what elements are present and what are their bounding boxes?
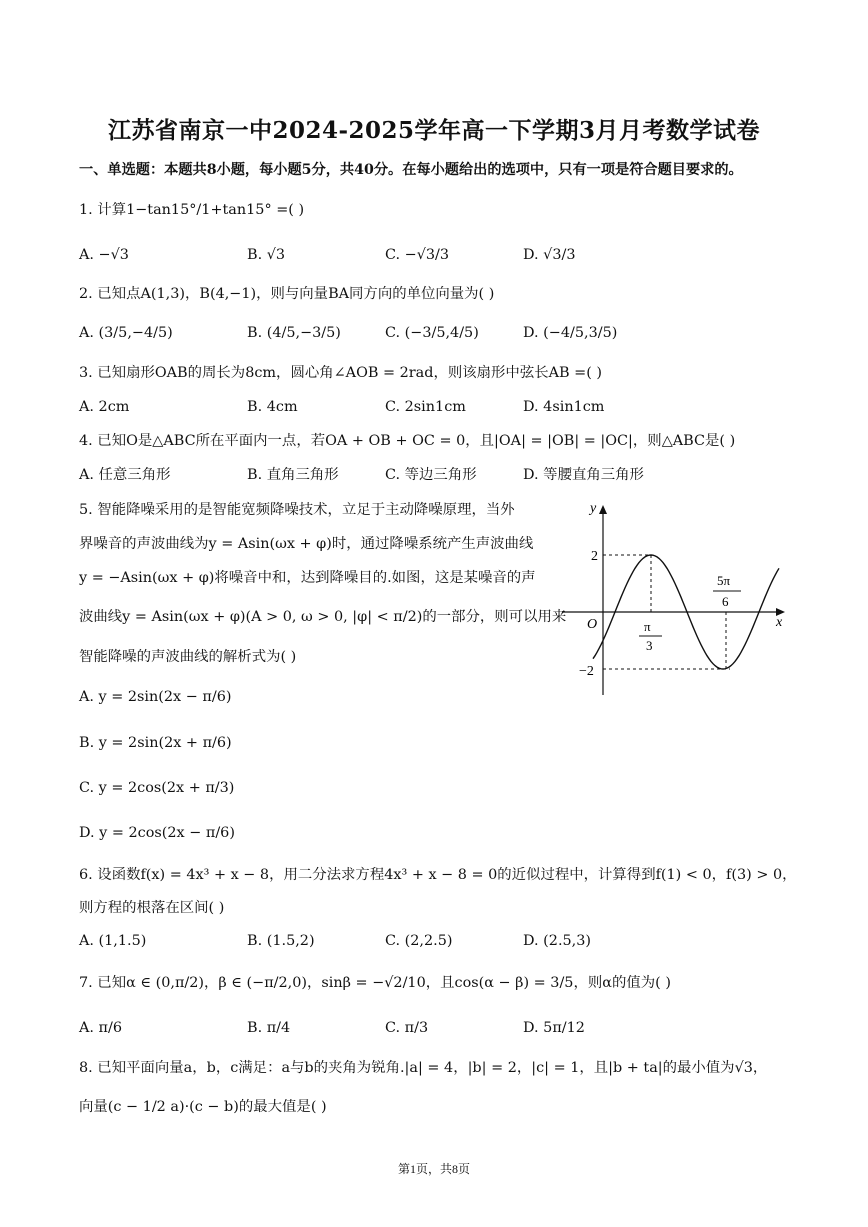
q5-option-d: D. y = 2cos(2x − π/6) — [79, 825, 235, 841]
trough-x-numerator: 5π — [717, 573, 731, 588]
q3-option-b: B. 4cm — [247, 399, 298, 415]
question-1: 1. 计算1−tan15°/1+tan15° =( ) — [79, 202, 305, 218]
q6-option-d: D. (2.5,3) — [523, 933, 592, 949]
q1-option-a: A. −√3 — [79, 247, 129, 263]
question-5-line-4: 波曲线y = Asin(ωx + φ)(A > 0, ω > 0, |φ| < π/2)的一部分，则可以用来 — [79, 609, 567, 625]
q1-option-c: C. −√3/3 — [385, 247, 450, 263]
q2-option-d: D. (−4/5,3/5) — [523, 325, 618, 341]
section-heading: 一、单选题：本题共8小题，每小题5分，共40分。在每小题给出的选项中，只有一项是符合题目要求的。 — [79, 162, 743, 178]
q6-option-b: B. (1.5,2) — [247, 933, 315, 949]
q5-option-b: B. y = 2sin(2x + π/6) — [79, 735, 232, 751]
q4-option-c: C. 等边三角形 — [385, 467, 477, 483]
origin-label: O — [587, 617, 598, 632]
y-axis-arrow-icon — [599, 505, 607, 514]
q6-option-c: C. (2,2.5) — [385, 933, 453, 949]
q4-option-d: D. 等腰直角三角形 — [523, 467, 644, 483]
x-axis-label: x — [776, 615, 783, 630]
question-5-line-5: 智能降噪的声波曲线的解析式为( ) — [79, 649, 297, 665]
question-7: 7. 已知α ∈ (0,π/2)，β ∈ (−π/2,0)，sinβ = −√2/10，且cos(α − β) = 3/5，则α的值为( ) — [79, 975, 671, 991]
question-5-line-3: y = −Asin(ωx + φ)将噪音中和，达到降噪目的.如图，这是某噪音的声 — [79, 570, 536, 586]
min-value-label: −2 — [579, 664, 594, 679]
q3-option-c: C. 2sin1cm — [385, 399, 466, 415]
q7-option-c: C. π/3 — [385, 1020, 429, 1036]
question-5-line-2: 界噪音的声波曲线为y = Asin(ωx + φ)时，通过降噪系统产生声波曲线 — [79, 536, 534, 552]
question-5-line-1: 5. 智能降噪采用的是智能宽频降噪技术，立足于主动降噪原理，当外 — [79, 502, 515, 518]
q7-option-d: D. 5π/12 — [523, 1020, 585, 1036]
q4-option-a: A. 任意三角形 — [79, 467, 171, 483]
q6-option-a: A. (1,1.5) — [79, 933, 147, 949]
trough-x-denominator: 6 — [722, 594, 729, 609]
q2-option-b: B. (4/5,−3/5) — [247, 325, 341, 341]
q7-option-a: A. π/6 — [79, 1020, 123, 1036]
q5-option-c: C. y = 2cos(2x + π/3) — [79, 780, 235, 796]
question-2: 2. 已知点A(1,3)，B(4,−1)，则与向量BA同方向的单位向量为( ) — [79, 286, 495, 302]
q4-option-b: B. 直角三角形 — [247, 467, 339, 483]
q2-option-c: C. (−3/5,4/5) — [385, 325, 479, 341]
q7-option-b: B. π/4 — [247, 1020, 291, 1036]
q3-option-a: A. 2cm — [79, 399, 130, 415]
y-axis-label: y — [590, 501, 597, 516]
sine-wave-figure — [557, 495, 797, 700]
q1-option-d: D. √3/3 — [523, 247, 576, 263]
question-6-line-1: 6. 设函数f(x) = 4x³ + x − 8，用二分法求方程4x³ + x − 8 = 0的近似过程中，计算得到f(1) < 0，f(3) > 0， — [79, 867, 797, 883]
q1-option-b: B. √3 — [247, 247, 286, 263]
page-footer: 第1页，共8页 — [397, 1162, 470, 1176]
q5-option-a: A. y = 2sin(2x − π/6) — [79, 689, 232, 705]
question-3: 3. 已知扇形OAB的周长为8cm，圆心角∠AOB = 2rad，则该扇形中弦长AB =( ) — [79, 365, 603, 381]
q3-option-d: D. 4sin1cm — [523, 399, 605, 415]
question-4: 4. 已知O是△ABC所在平面内一点，若OA + OB + OC = 0，且|OA| = |OB| = |OC|，则△ABC是( ) — [79, 433, 736, 449]
question-8-line-2: 向量(c − 1/2 a)·(c − b)的最大值是( ) — [79, 1099, 327, 1115]
peak-x-numerator: π — [644, 619, 651, 634]
question-6-line-2: 则方程的根落在区间( ) — [79, 900, 225, 916]
max-value-label: 2 — [591, 549, 598, 564]
peak-x-denominator: 3 — [646, 638, 653, 653]
q2-option-a: A. (3/5,−4/5) — [79, 325, 173, 341]
paper-title: 江苏省南京一中2024-2025学年高一下学期3月月考数学试卷 — [107, 117, 761, 144]
question-8-line-1: 8. 已知平面向量a，b，c满足：a与b的夹角为锐角.|a| = 4，|b| = 2，|c| = 1，且|b + ta|的最小值为√3， — [79, 1060, 768, 1076]
